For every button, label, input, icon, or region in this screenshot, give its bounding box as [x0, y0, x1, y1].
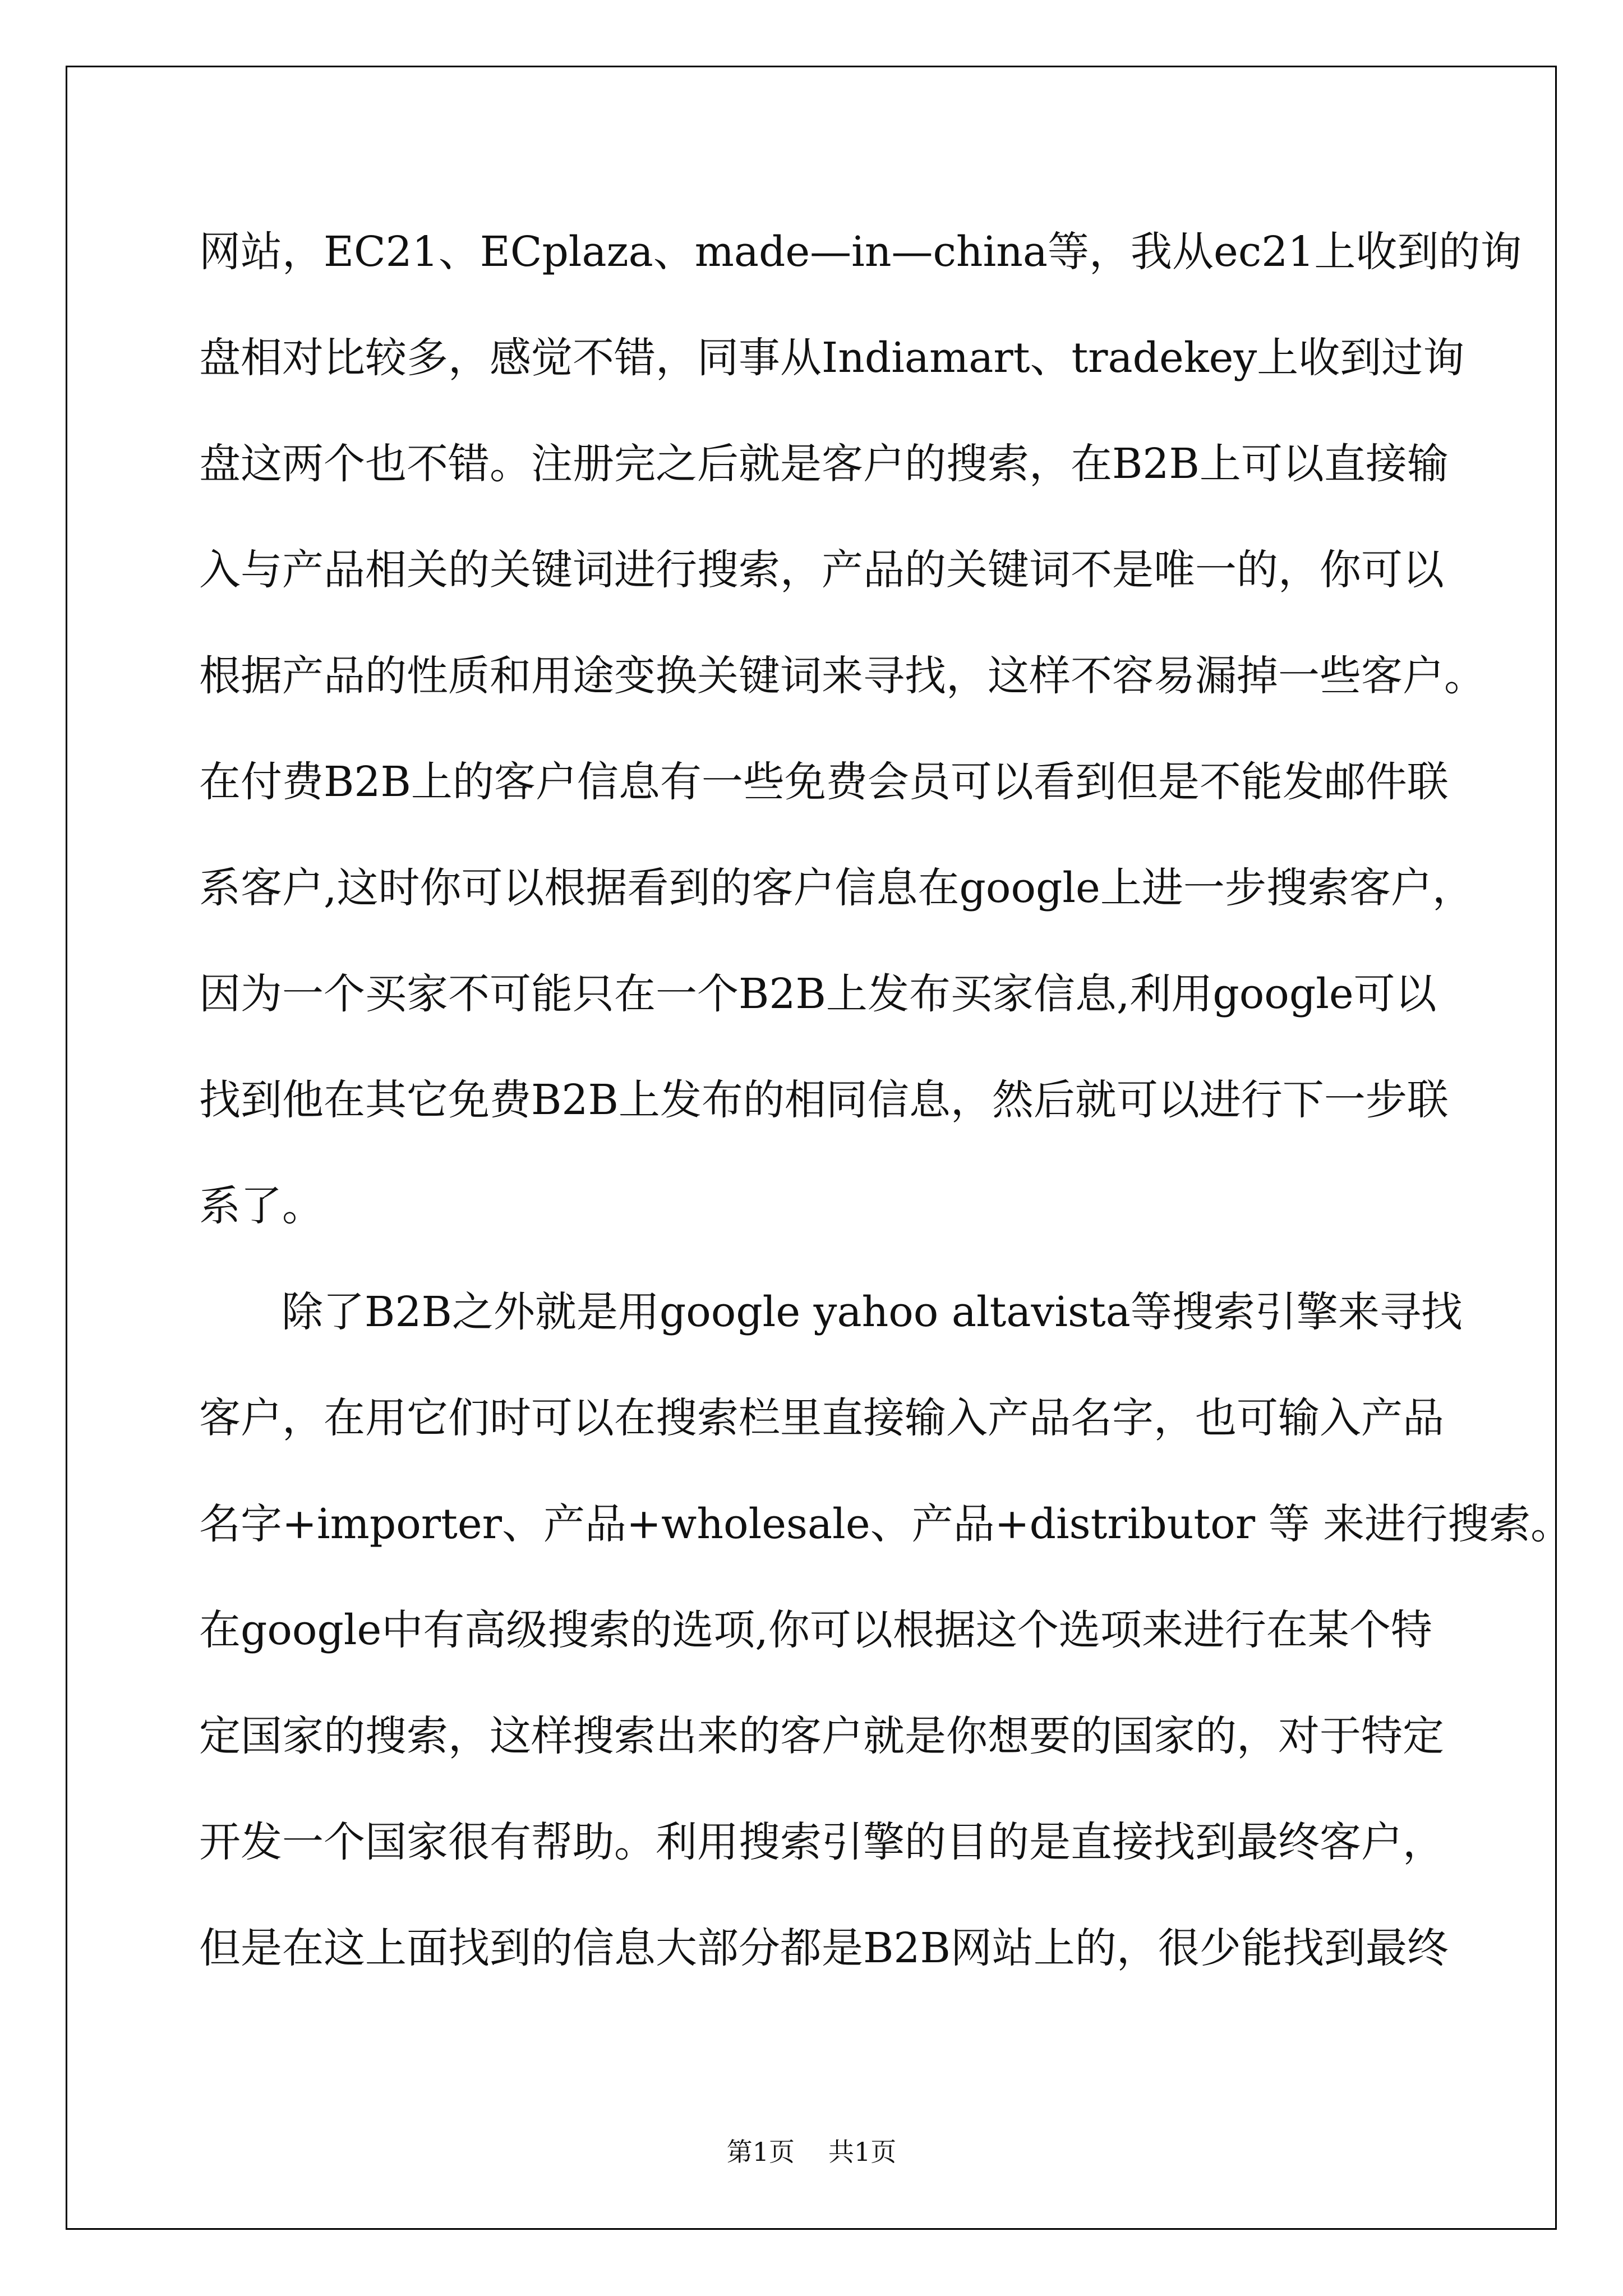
body-line: 定国家的搜索，这样搜索出来的客户就是你想要的国家的，对于特定	[199, 1712, 1444, 1760]
body-line: 入与产品相关的关键词进行搜索，产品的关键词不是唯一的，你可以	[199, 546, 1444, 594]
body-line: 但是在这上面找到的信息大部分都是B2B网站上的，很少能找到最终	[199, 1924, 1449, 1972]
body-line: 盘相对比较多，感觉不错，同事从Indiamart、tradekey上收到过询	[199, 334, 1465, 382]
body-line: 因为一个买家不可能只在一个B2B上发布买家信息,利用google可以	[199, 970, 1437, 1018]
body-line: 开发一个国家很有帮助。利用搜索引擎的目的是直接找到最终客户，	[199, 1818, 1444, 1866]
body-line: 找到他在其它免费B2B上发布的相同信息，然后就可以进行下一步联	[199, 1076, 1449, 1124]
body-line: 系了。	[199, 1182, 324, 1230]
body-line: 客户，在用它们时可以在搜索栏里直接输入产品名字，也可输入产品	[199, 1394, 1444, 1442]
body-line: 系客户,这时你可以根据看到的客户信息在google上进一步搜索客户，	[199, 864, 1474, 912]
page-footer	[0, 2132, 1623, 2169]
body-line: 网站，EC21、ECplaza、made—in—china等，我从ec21上收到的询	[199, 228, 1522, 276]
body-line: 盘这两个也不错。注册完之后就是客户的搜索，在B2B上可以直接输	[199, 440, 1449, 488]
paragraph-first-line: 除了B2B之外就是用google yahoo altavista等搜索引擎来寻找	[282, 1288, 1463, 1336]
body-line: 在google中有高级搜索的选项,你可以根据这个选项来进行在某个特	[199, 1606, 1432, 1654]
body-line: 名字+importer、产品+wholesale、产品+distributor 等 来进行搜索。	[199, 1500, 1573, 1548]
body-line: 根据产品的性质和用途变换关键词来寻找，这样不容易漏掉一些客户。	[199, 652, 1486, 700]
body-line: 在付费B2B上的客户信息有一些免费会员可以看到但是不能发邮件联	[199, 758, 1449, 806]
page-number: 第1页	[726, 2137, 795, 2167]
page-total: 共1页	[828, 2137, 897, 2167]
document-body	[199, 199, 1573, 2001]
